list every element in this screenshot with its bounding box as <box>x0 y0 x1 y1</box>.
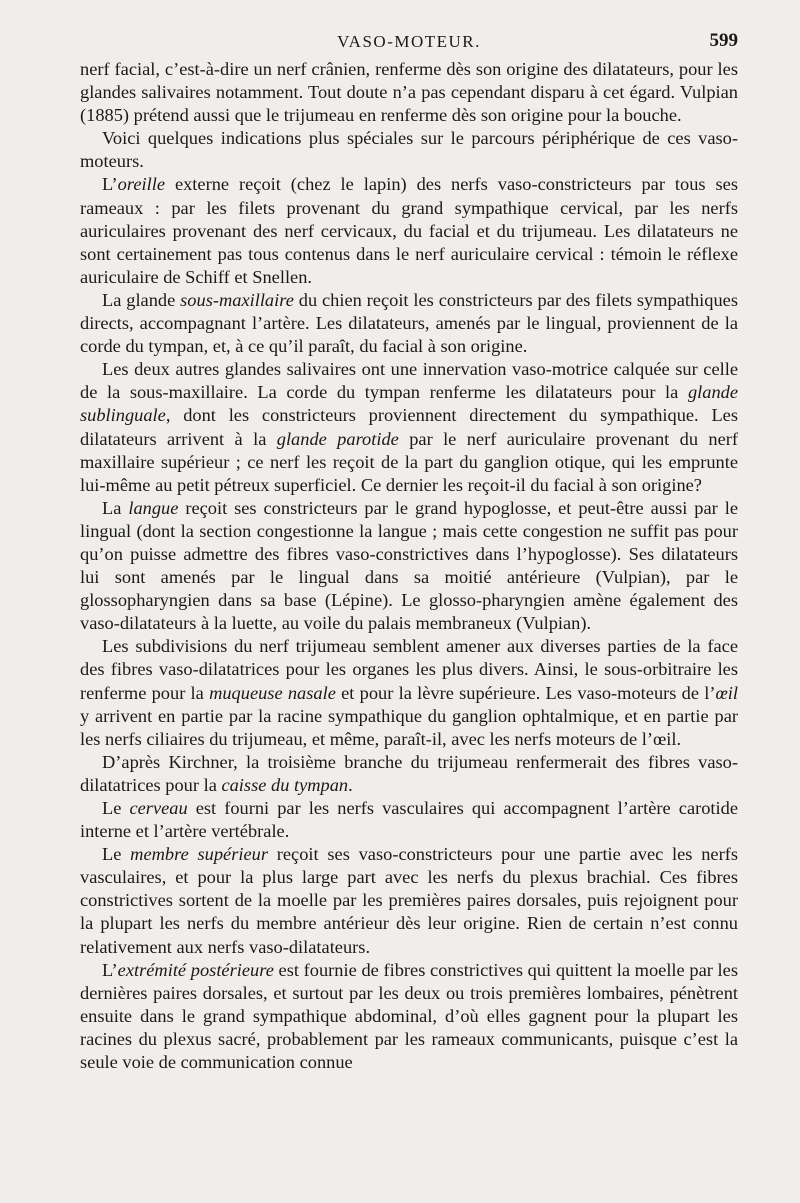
text-run: Voici quelques indications plus spéciales sur le parcours périphérique de ces vaso-moteurs. <box>80 128 738 172</box>
italic-term: œil <box>715 682 738 703</box>
paragraph <box>80 289 738 358</box>
italic-term: glande sublinguale <box>80 382 738 426</box>
paragraph <box>80 173 738 288</box>
text-run: externe reçoit (chez le lapin) des nerfs vaso-constricteurs par tous ses rameaux : par les filets provenant du grand sympathique cervical, par les nerfs auriculaires provenant des nerf cervicaux, du facial et du trijumeau. Les dilatateurs ne sont certainement pas tous contenus dans le nerf auriculaire cervical : témoin le réflexe auriculaire de Schiff et Snellen. <box>80 174 738 287</box>
text-run: reçoit ses constricteurs par le grand hypoglosse, et peut-être aussi par le lingual (dont la section congestionne la langue ; mais cette congestion ne suffit pas pour qu’on puisse admettre des fibres vaso-constrictives dans l’hypoglosse). Ses dilatateurs lui sont amenés par le lingual dans sa moitié antérieure (Vulpian), par le glossopharyngien dans sa base (Lépine). Le glosso-pharyngien amène également des vaso-dilatateurs à la luette, au voile du palais membraneux (Vulpian). <box>80 497 738 634</box>
italic-term: langue <box>128 497 179 518</box>
paragraph <box>80 843 738 958</box>
italic-term: caisse du tympan <box>221 774 349 795</box>
text-run: du chien reçoit les constricteurs par des filets sympathiques directs, accompagnant l’artère. Les dilatateurs, amenés par le lingual, proviennent de la corde du tympan, et, à ce qu’il paraît, du facial à son origine. <box>80 289 738 357</box>
italic-term: extrémité postérieure <box>117 959 274 980</box>
text-run: y arrivent en partie par la racine sympathique du ganglion ophtalmique, et en partie par les nerfs ciliaires du trijumeau, et même, paraît-il, avec les nerfs moteurs de l’œil. <box>80 705 738 749</box>
text-run: . <box>348 774 353 795</box>
paragraph <box>80 959 738 1074</box>
text-run: L’ <box>102 959 118 980</box>
italic-term: membre supérieur <box>130 844 268 865</box>
text-run: La <box>102 497 129 518</box>
paragraph <box>80 751 738 797</box>
italic-term: oreille <box>117 174 165 195</box>
text-run: Les deux autres glandes salivaires ont une innervation vaso-motrice calquée sur celle de la sous-maxillaire. La corde du tympan renferme les dilatateurs pour la <box>80 359 738 403</box>
italic-term: sous-maxillaire <box>180 289 294 310</box>
paragraph <box>80 358 738 497</box>
body-text <box>80 58 738 1074</box>
paragraph <box>80 635 738 750</box>
text-run: L’ <box>102 174 118 195</box>
italic-term: glande parotide <box>276 428 399 449</box>
paragraph <box>80 497 738 636</box>
running-head <box>80 30 738 58</box>
running-title: VASO-MOTEUR. <box>337 32 481 51</box>
text-run: Les subdivisions du nerf trijumeau semblent amener aux diverses parties de la face des fibres vaso-dilatatrices pour les organes les plus divers. Ainsi, le sous-orbitraire les renferme pour la <box>80 636 738 703</box>
text-run: nerf facial, c’est-à-dire un nerf crânien, renferme dès son origine des dilatateurs, pour les glandes salivaires notamment. Tout doute n’a pas cependant disparu à cet égard. Vulpian (1885) prétend aussi que le trijumeau en renferme dès son origine pour la bouche. <box>80 59 738 126</box>
page-number: 599 <box>709 30 738 51</box>
italic-term: cerveau <box>129 798 188 818</box>
text-run: reçoit ses vaso-constricteurs pour une partie avec les nerfs vasculaires, et pour la plus large part avec les nerfs du plexus brachial. Ces fibres constrictives sortent de la moelle par les premières paires dorsales, puis rejoignent pour la plupart les nerfs du membre antérieur dès leur origine. Rien de certain n’est connu relativement aux nerfs vaso-dilatateurs. <box>80 844 738 957</box>
text-run: est fournie de fibres constrictives qui quittent la moelle par les dernières paires dorsales, et surtout par les deux ou trois premières lombaires, pénètrent ensuite dans le grand sympathique abdominal, d’où elles gagnent pour la plupart les racines du plexus sacré, probablement par les rameaux communicants, puisque c’est la seule voie de communication connue <box>80 959 738 1073</box>
paragraph <box>80 58 738 127</box>
text-run: , dont les constricteurs proviennent directement du sympathique. Les dilatateurs arrivent à la <box>80 405 738 449</box>
text-run: Le <box>102 798 130 818</box>
text-run: par le nerf auriculaire provenant du nerf maxillaire supérieur ; ce nerf les reçoit de la part du ganglion otique, qui les emprunte lui-même au petit pétreux superficiel. Ce dernier les reçoit-il du facial à son origine? <box>80 428 739 495</box>
italic-term: muqueuse nasale <box>209 682 336 703</box>
text-run: La glande <box>102 289 181 310</box>
text-run: est fourni par les nerfs vasculaires qui accompagnent l’artère carotide interne et l’artère vertébrale. <box>80 798 739 842</box>
paragraph <box>80 797 738 843</box>
text-run: D’après Kirchner, la troisième branche du trijumeau renfermerait des fibres vaso-dilatatrices pour la <box>80 751 738 795</box>
text-run: Le <box>102 844 131 865</box>
paragraph <box>80 127 738 173</box>
text-run: et pour la lèvre supérieure. Les vaso-moteurs de l’ <box>335 682 716 703</box>
